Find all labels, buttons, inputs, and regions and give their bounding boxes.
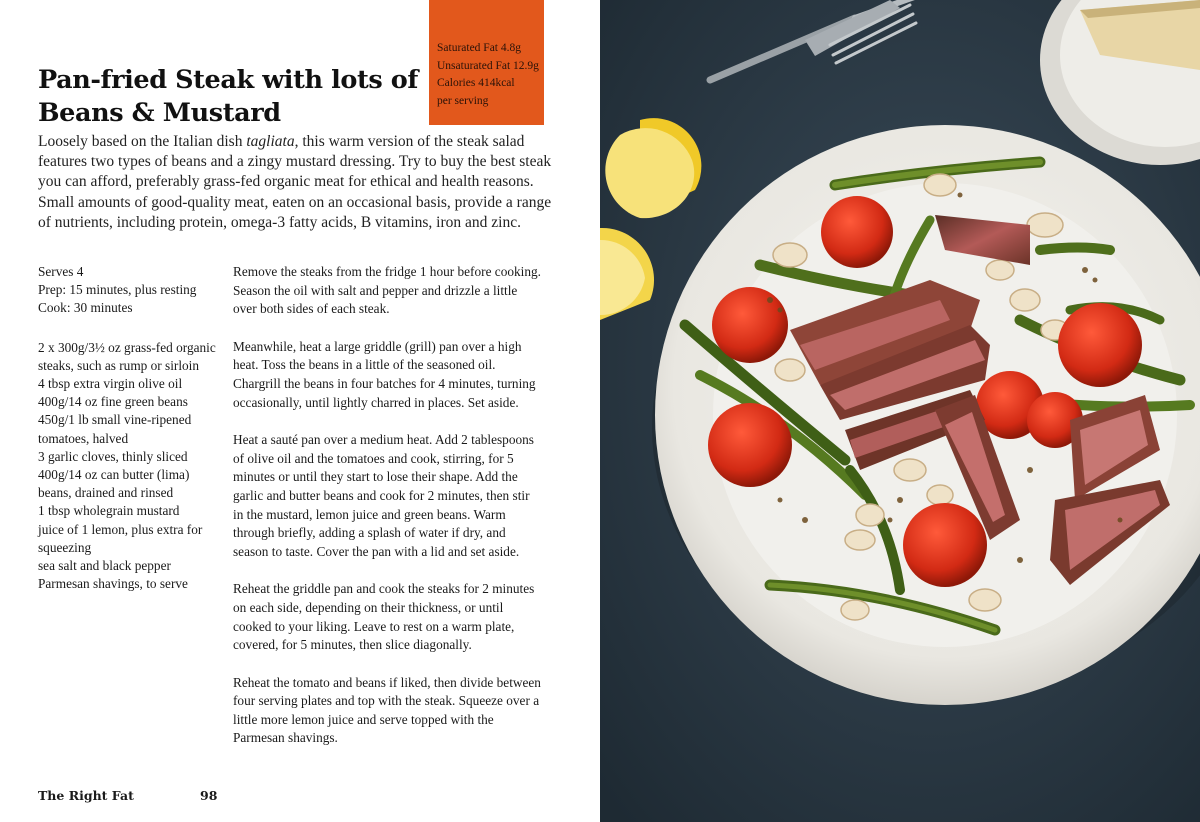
ingredient-item: juice of 1 lemon, plus extra for squeezing: [38, 521, 203, 555]
recipe-title: Pan-fried Steak with lots of Beans & Mustard: [38, 65, 418, 128]
method-step: Reheat the griddle pan and cook the steaks for 2 minutes on each side, depending on their thickness, or until cooked to your liking. Leave to rest on a warm plate, covered, for 5 minutes, then slice diagonally.: [233, 581, 535, 653]
calories: Calories 414kcal: [437, 77, 515, 89]
recipe-info-column: [38, 263, 218, 593]
intro-text-start: Loosely based on the Italian dish: [38, 133, 247, 150]
intro-italic-term: tagliata: [246, 133, 295, 150]
footer-page-number: 98: [200, 788, 218, 803]
ingredient-item: 2 x 300g/3½ oz grass-fed organic steaks, such as rump or sirloin: [38, 339, 216, 373]
method-column: [233, 263, 543, 767]
cook-time: Cook: 30 minutes: [38, 300, 133, 316]
recipe-intro: [38, 132, 558, 233]
ingredient-item: 400g/14 oz fine green beans: [38, 394, 188, 410]
method-step: Reheat the tomato and beans if liked, then divide between four serving plates and top with the steak. Squeeze over a little more lemon juice and serve topped with the Parmesan shavings.: [233, 674, 541, 746]
ingredient-item: 4 tbsp extra virgin olive oil: [38, 376, 183, 392]
nutrition-box: [429, 0, 544, 125]
prep-time: Prep: 15 minutes, plus resting: [38, 282, 197, 298]
food-photo: [600, 0, 1200, 822]
intro-text-end: , this warm version of the steak salad features two types of beans and a zingy mustard dressing. Try to buy the best steak you can afford, preferably grass-fed organic meat for ethical and health reasons. Small amounts of good-quality meat, eaten on an occasional basis, provide a range of nutrients, including protein, omega-3 fatty acids, B vitamins, iron and zinc.: [38, 133, 552, 231]
ingredient-item: Parmesan shavings, to serve: [38, 576, 188, 592]
serves: Serves 4: [38, 264, 84, 279]
steak-salad-illustration: [600, 0, 1200, 822]
ingredient-item: 400g/14 oz can butter (lima) beans, drained and rinsed: [38, 467, 190, 501]
ingredient-item: 450g/1 lb small vine-ripened tomatoes, halved: [38, 412, 192, 446]
ingredient-list: [38, 339, 218, 594]
per-serving: per serving: [437, 94, 489, 107]
footer-book-title: The Right Fat: [38, 788, 134, 803]
ingredient-item: 1 tbsp wholegrain mustard: [38, 503, 180, 519]
method-step: Heat a sauté pan over a medium heat. Add 2 tablespoons of olive oil and the tomatoes and cook, stirring, for 5 minutes or until they start to lose their shape. Add the garlic and butter beans and cook for 2 minutes, then stir in the mustard, lemon juice and green beans. Warm through briefly, adding a splash of water if dry, and season to taste. Cover the pan with a lid and set aside.: [233, 432, 534, 559]
ingredient-item: sea salt and black pepper: [38, 558, 171, 574]
method-step: Meanwhile, heat a large griddle (grill) pan over a high heat. Toss the beans in a little of the seasoned oil. Chargrill the beans in four batches for 4 minutes, turning occasionally, until lightly charred in places. Set aside.: [233, 338, 536, 410]
unsaturated-fat: Unsaturated Fat 12.9g: [437, 59, 539, 72]
recipe-meta: [38, 263, 218, 318]
saturated-fat: Saturated Fat 4.8g: [437, 42, 521, 54]
method-step: Remove the steaks from the fridge 1 hour before cooking. Season the oil with salt and pepper and drizzle a little over both sides of each steak.: [233, 264, 541, 317]
ingredient-item: 3 garlic cloves, thinly sliced: [38, 448, 188, 464]
